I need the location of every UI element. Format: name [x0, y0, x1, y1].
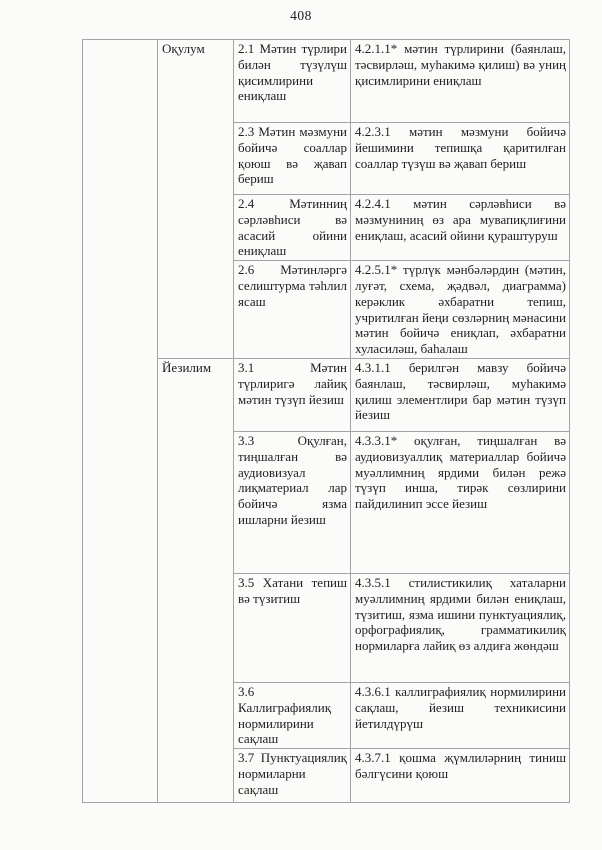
page-number: 408 [290, 8, 312, 23]
outcome-cell: 4.3.6.1 каллиграфиялиқ нормилирини сақлаш, йезиш техникисини йетилдүрүш [351, 682, 570, 748]
outcome-cell: 4.3.5.1 стилистикилиқ хаталарни муәллимниң ярдими билән ениқлаш, түзитиш, язма ишини пунктуациялиқ, орфографиялиқ, грамматикилиқ нормиларға лайиқ өз алдиға жөндәш [351, 573, 570, 682]
outcome-cell: 4.2.1.1* мәтин түрлирини (баянлаш, тәсвирләш, муһакимә қилиш) вә униң қисимлирини ениқлаш [351, 40, 570, 123]
objective-cell: 2.3 Мәтин мәзмуни бойичә соаллар қоюш вә җавап бериш [234, 123, 351, 195]
left-margin-cell [83, 40, 158, 803]
outcome-cell: 4.2.4.1 мәтин сәрләвһиси вә мәзмуниниң өз ара мувапиқлиғини ениқлаш, асасий ойини қураштуруш [351, 195, 570, 261]
outcome-cell: 4.3.1.1 берилгән мавзу бойичә баянлаш, тәсвирләш, муһакимә қилиш элементлири бар мәтин түзүп йезиш [351, 358, 570, 431]
objective-cell: 2.4 Мәтинниң сәрләвһиси вә асасий ойини ениқлаш [234, 195, 351, 261]
objective-cell: 3.6 Каллиграфиялиқ нормилирини сақлаш [234, 682, 351, 748]
section-label-yezilim: Йезилим [158, 358, 234, 802]
objective-cell: 3.3 Оқулған, тиңшалған вә аудиовизуал лиқматериал лар бойичә язма ишларни йезиш [234, 431, 351, 573]
section-label-oqulum: Оқулум [158, 40, 234, 359]
outcome-cell: 4.2.3.1 мәтин мәзмуни бойичә йешимини тепишқа қаритилған соаллар түзүш вә җавап бериш [351, 123, 570, 195]
objective-cell: 3.5 Хатани тепиш вә түзитиш [234, 573, 351, 682]
objective-cell: 2.1 Мәтин түрлири билән түзүлүш қисимлирини ениқлаш [234, 40, 351, 123]
outcome-cell: 4.3.7.1 қошма җүмлиләрниң тиниш бәлгүсини қоюш [351, 749, 570, 803]
table-row [83, 40, 570, 123]
objective-cell: 2.6 Мәтинләргә селиштурма тәһлил ясаш [234, 261, 351, 359]
outcome-cell: 4.3.3.1* оқулған, тиңшалған вә аудиовизуаллиқ материаллар бойичә муәллимниң ярдими билән режә түзүп инша, тирәк сөзлирини пайдилинип эссе йезиш [351, 431, 570, 573]
outcome-cell: 4.2.5.1* түрлүк мәнбәләрдин (мәтин, луғәт, схема, җәдвәл, диаграмма) керәклик әхбаратни тепиш, учритилған йеңи сөзләрниң мәнасини мәтин бойичә ениқлап, әхбаратни хуласиләш, баһалаш [351, 261, 570, 359]
curriculum-table [82, 39, 570, 803]
objective-cell: 3.7 Пунктуациялиқ нормиларни сақлаш [234, 749, 351, 803]
objective-cell: 3.1 Мәтин түрлиригә лайиқ мәтин түзүп йезиш [234, 358, 351, 431]
